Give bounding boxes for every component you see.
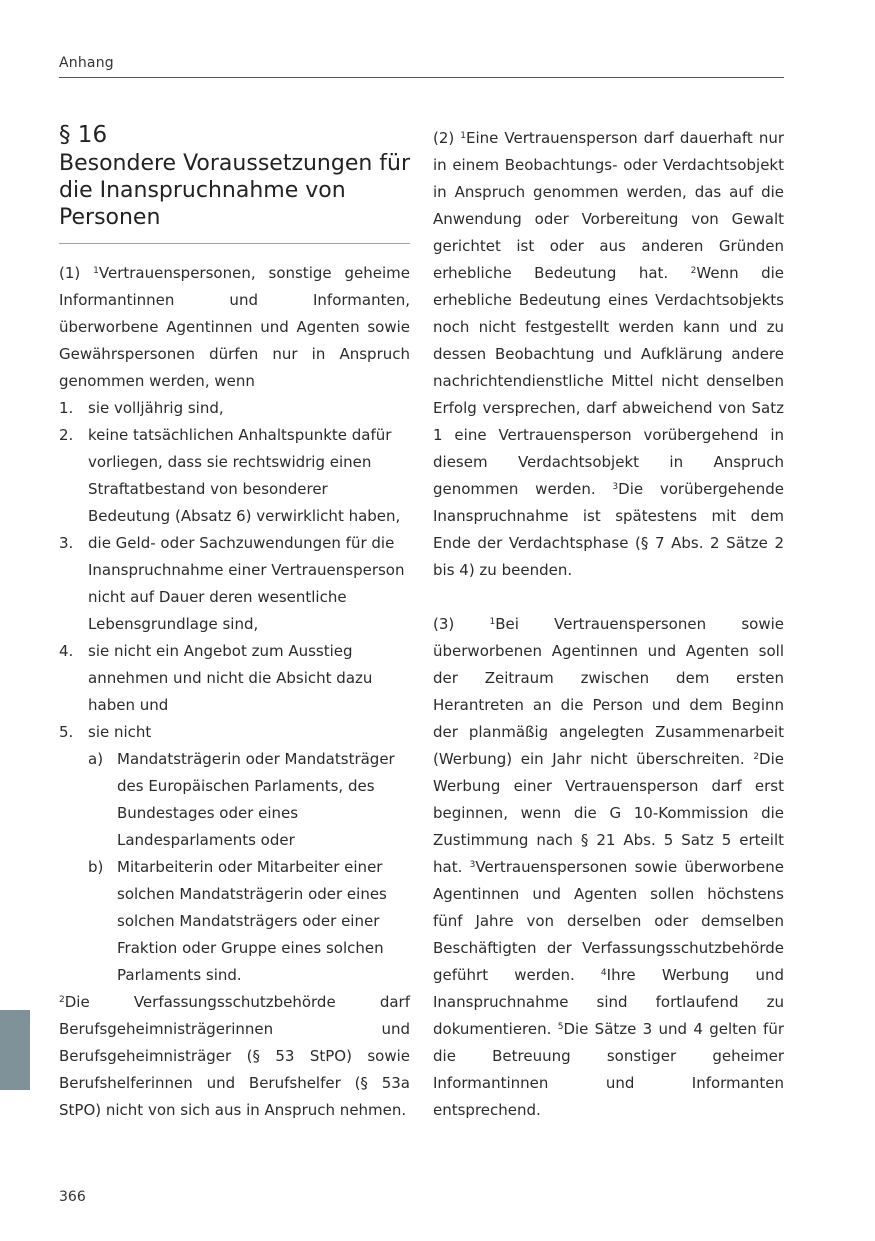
list-item-number: 1. xyxy=(59,399,74,417)
sentence-mark: 5 xyxy=(557,1022,564,1032)
sub-list-item xyxy=(88,746,410,854)
paragraph-2 xyxy=(433,125,784,584)
section-title: Besondere Voraussetzungen für die Inanspruchnahme von Personen xyxy=(59,151,411,230)
paragraph-1-sentence-2-block xyxy=(59,989,410,1124)
paragraph-3-sentence-1: Bei Vertrauenspersonen sowie überworbenen Agentinnen und Agenten soll der Zeitraum zwischen dem ersten Herantreten an die Person und dem Beginn der planmäßig angelegten Zusammenarbeit (Werbung) ein Jahr nicht überschreiten. xyxy=(433,615,785,768)
paragraph-1-intro xyxy=(59,260,410,395)
paragraph-1-sentence-2: Die Verfassungsschutzbehörde darf Berufsgeheimnisträgerinnen und Berufsgeheimnisträger (§ 53 StPO) sowie Berufshelferinnen und Berufshelfer (§ 53a StPO) nicht von sich aus in Anspruch nehmen. xyxy=(59,993,410,1119)
sub-condition-list xyxy=(88,746,410,989)
right-column xyxy=(433,125,784,1124)
paragraph-2-sentence-2: Wenn die erhebliche Bedeutung eines Verdachtsobjekts noch nicht festgestellt werden kann und zu dessen Beobachtung und Aufklärung andere nachrichtendienstliche Mittel nicht denselben Erfolg versprechen, darf abweichend von Satz 1 eine Vertrauensperson vorübergehend in diesem Verdachtsobjekt in Anspruch genommen werden. xyxy=(433,264,784,498)
sub-list-item-letter: b) xyxy=(88,858,104,876)
sub-list-item-text: Mitarbeiterin oder Mitarbeiter einer solchen Mandatsträgerin oder eines solchen Mandatsträgers oder einer Fraktion oder Gruppe eines solchen Parlaments sind. xyxy=(117,858,387,984)
paragraph-2-label: (2) xyxy=(433,129,461,147)
list-item-number: 2. xyxy=(59,426,74,444)
sentence-mark: 4 xyxy=(600,968,607,978)
sub-list-item xyxy=(88,854,410,989)
list-item-number: 4. xyxy=(59,642,74,660)
page-number: 366 xyxy=(59,1189,86,1205)
left-column xyxy=(59,260,410,1124)
chapter-side-tab xyxy=(0,1010,30,1090)
paragraph-2-sentence-1: Eine Vertrauensperson darf dauerhaft nur in einem Beobachtungs- oder Verdachtsobjekt in Anspruch genommen werden, das auf die Anwendung oder Vorbereitung von Gewalt gerichtet ist oder aus anderen Gründen erhebliche Bedeutung hat. xyxy=(433,129,785,282)
list-item xyxy=(59,530,410,638)
sentence-mark: 2 xyxy=(753,752,760,762)
sentence-mark: 1 xyxy=(489,617,496,627)
list-item-text: die Geld- oder Sachzuwendungen für die Inanspruchnahme einer Vertrauensperson nicht auf Dauer deren wesentliche Lebensgrundlage sind, xyxy=(88,534,405,633)
sentence-mark: 2 xyxy=(690,266,697,276)
sentence-mark: 3 xyxy=(612,482,619,492)
sub-list-item-letter: a) xyxy=(88,750,104,768)
list-item-text: sie volljährig sind, xyxy=(88,399,224,417)
running-head xyxy=(59,55,784,78)
sentence-mark: 1 xyxy=(93,266,99,276)
paragraph-2-sentence-3: Die vorübergehende Inanspruchnahme ist spätestens mit dem Ende der Verdachtsphase (§ 7 Abs. 2 Sätze 2 bis 4) zu beenden. xyxy=(433,480,784,579)
sentence-mark: 3 xyxy=(469,860,476,870)
list-item-number: 3. xyxy=(59,534,74,552)
paragraph-3-sentence-4: Ihre Werbung und Inanspruchnahme sind fortlaufend zu dokumentieren. xyxy=(433,966,784,1038)
paragraph-1-sentence-1: Vertrauenspersonen, sonstige geheime Informantinnen und Informanten, überworbene Agentinnen und Agenten sowie Gewährspersonen dürfen nur in Anspruch genommen werden, wenn xyxy=(59,264,411,390)
title-divider xyxy=(59,243,410,244)
sentence-mark: 1 xyxy=(460,131,467,141)
list-item xyxy=(59,719,410,989)
paragraph-3-label: (3) xyxy=(433,615,490,633)
list-item xyxy=(59,395,410,422)
paragraph-3-sentence-2: Die Werbung einer Vertrauensperson darf erst beginnen, wenn die G 10-Kommission die Zustimmung nach § 21 Abs. 5 Satz 5 erteilt hat. xyxy=(433,750,784,876)
paragraph-3 xyxy=(433,611,784,1124)
list-item xyxy=(59,422,410,530)
condition-list xyxy=(59,395,410,989)
list-item-text: sie nicht ein Angebot zum Ausstieg annehmen und nicht die Absicht dazu haben und xyxy=(88,642,373,714)
sentence-mark: 2 xyxy=(59,995,65,1005)
paragraph-1-label: (1) xyxy=(59,264,94,282)
section-number: § 16 xyxy=(59,122,108,148)
running-head-title: Anhang xyxy=(59,55,114,71)
sub-list-item-text: Mandatsträgerin oder Mandatsträger des Europäischen Parlaments, des Bundestages oder eines Landesparlaments oder xyxy=(117,750,395,849)
list-item xyxy=(59,638,410,719)
paragraph-3-sentence-5: Die Sätze 3 und 4 gelten für die Betreuung sonstiger geheimer Informantinnen und Informanten entsprechend. xyxy=(433,1020,784,1119)
paragraph-3-sentence-3: Vertrauenspersonen sowie überworbene Agentinnen und Agenten sollen höchstens fünf Jahre von derselben oder demselben Beschäftigten der Verfassungsschutzbehörde geführt werden. xyxy=(433,858,785,984)
list-item-text: sie nicht xyxy=(88,723,152,741)
list-item-number: 5. xyxy=(59,723,74,741)
list-item-text: keine tatsächlichen Anhaltspunkte dafür vorliegen, dass sie rechtswidrig einen Straftatbestand von besonderer Bedeutung (Absatz 6) verwirklicht haben, xyxy=(88,426,401,525)
